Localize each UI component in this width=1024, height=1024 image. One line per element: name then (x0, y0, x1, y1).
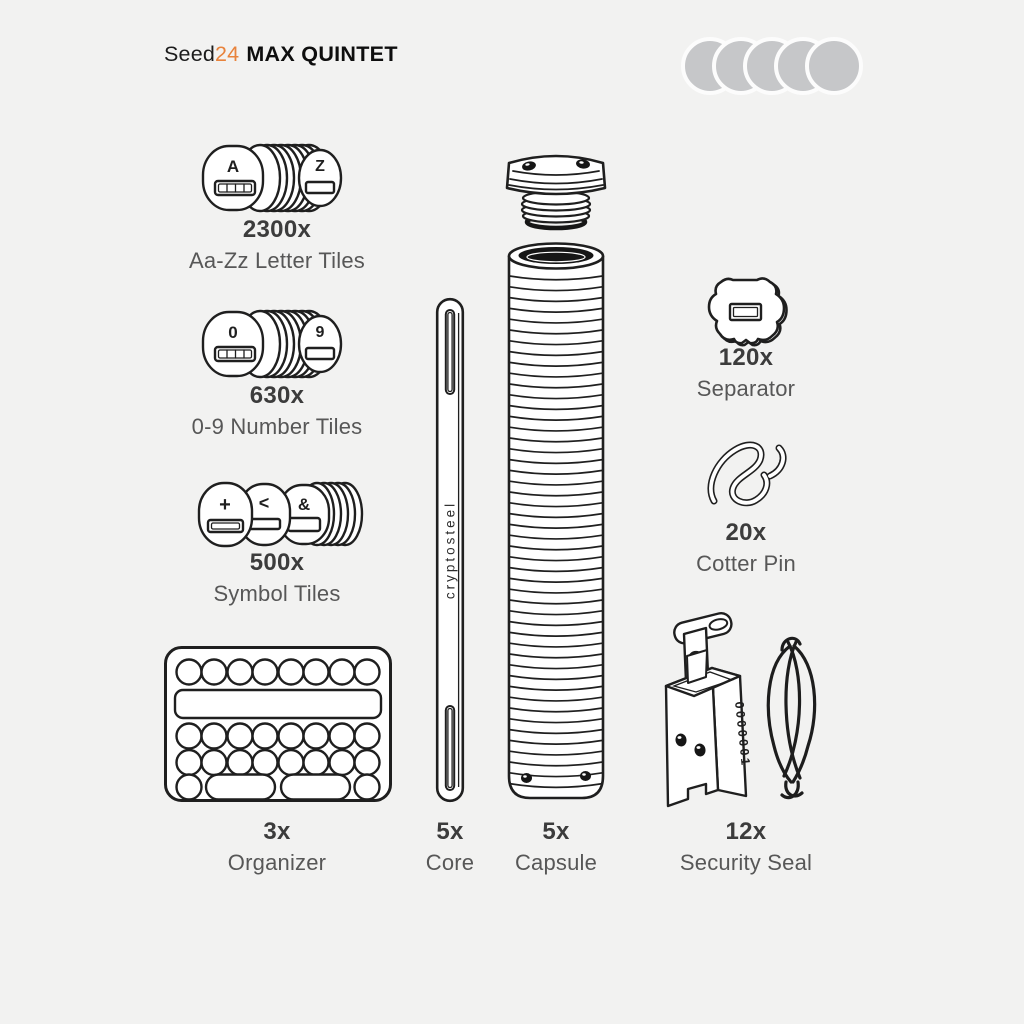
cotter-pin-qty: 20x (725, 519, 767, 546)
brand-prefix: Seed (164, 42, 216, 66)
letter-tiles-qty: 2300x (242, 216, 312, 243)
capsule-caption (486, 818, 626, 877)
symbol-tile-stack-icon (198, 477, 353, 553)
letter-tile-stack-icon (200, 141, 345, 217)
symbol-tiles-illustration (198, 477, 353, 553)
brand-logo (164, 42, 398, 67)
security-seal-icon (650, 610, 840, 810)
capsule-body-icon (506, 240, 606, 806)
svg-text:&: & (297, 495, 311, 514)
quintet-dot (805, 37, 863, 95)
quintet-dots (681, 37, 863, 95)
symbol-tiles-qty: 500x (249, 549, 305, 576)
seal-wire (768, 638, 814, 797)
brand-suffix: MAX QUINTET (246, 42, 398, 66)
cotter-pin-caption (646, 519, 846, 578)
svg-text:9: 9 (315, 324, 325, 341)
svg-text:Z: Z (315, 158, 325, 175)
letter-tiles-label: Aa-Zz Letter Tiles (189, 248, 365, 273)
core-rod-icon (435, 297, 465, 803)
core-illustration (435, 297, 465, 803)
capsule-cap-illustration (504, 146, 608, 234)
security-seal-illustration (650, 610, 840, 810)
organizer-tray-icon (163, 645, 393, 803)
brand-number: 24 (215, 42, 240, 66)
capsule-body-illustration (506, 240, 606, 806)
seal-serial-number: 0000001 (732, 700, 753, 769)
capsule-qty: 5x (542, 818, 570, 845)
organizer-illustration (163, 645, 393, 803)
security-seal-caption (646, 818, 846, 877)
capsule-label: Capsule (514, 850, 598, 875)
cotter-pin-label: Cotter Pin (696, 551, 796, 576)
svg-text:A: A (226, 157, 240, 176)
number-tiles-caption (137, 382, 417, 441)
symbol-tiles-caption (137, 549, 417, 608)
number-tiles-qty: 630x (249, 382, 305, 409)
letter-tiles-caption (137, 216, 417, 275)
letter-tiles-illustration (200, 141, 345, 217)
number-tiles-illustration (200, 307, 345, 383)
security-seal-label: Security Seal (679, 850, 813, 875)
separator-label: Separator (696, 376, 796, 401)
cotter-pin-illustration (699, 437, 795, 515)
organizer-qty: 3x (263, 818, 291, 845)
organizer-label: Organizer (227, 850, 327, 875)
capsule-cap-icon (504, 146, 608, 234)
separator-qty: 120x (718, 344, 774, 371)
separator-illustration (701, 275, 793, 349)
separator-icon (701, 275, 793, 349)
cotter-pin-icon (699, 437, 795, 515)
number-tiles-label: 0-9 Number Tiles (191, 414, 363, 439)
security-seal-qty: 12x (725, 818, 767, 845)
separator-caption (646, 344, 846, 403)
core-qty: 5x (436, 818, 464, 845)
core-engraving: cryptosteel (442, 500, 458, 600)
core-label: Core (425, 850, 475, 875)
organizer-caption (157, 818, 397, 877)
svg-text:<: < (258, 493, 270, 513)
svg-text:+: + (219, 494, 231, 516)
svg-text:0: 0 (228, 323, 238, 342)
number-tile-stack-icon (200, 307, 345, 383)
symbol-tiles-label: Symbol Tiles (213, 581, 341, 606)
